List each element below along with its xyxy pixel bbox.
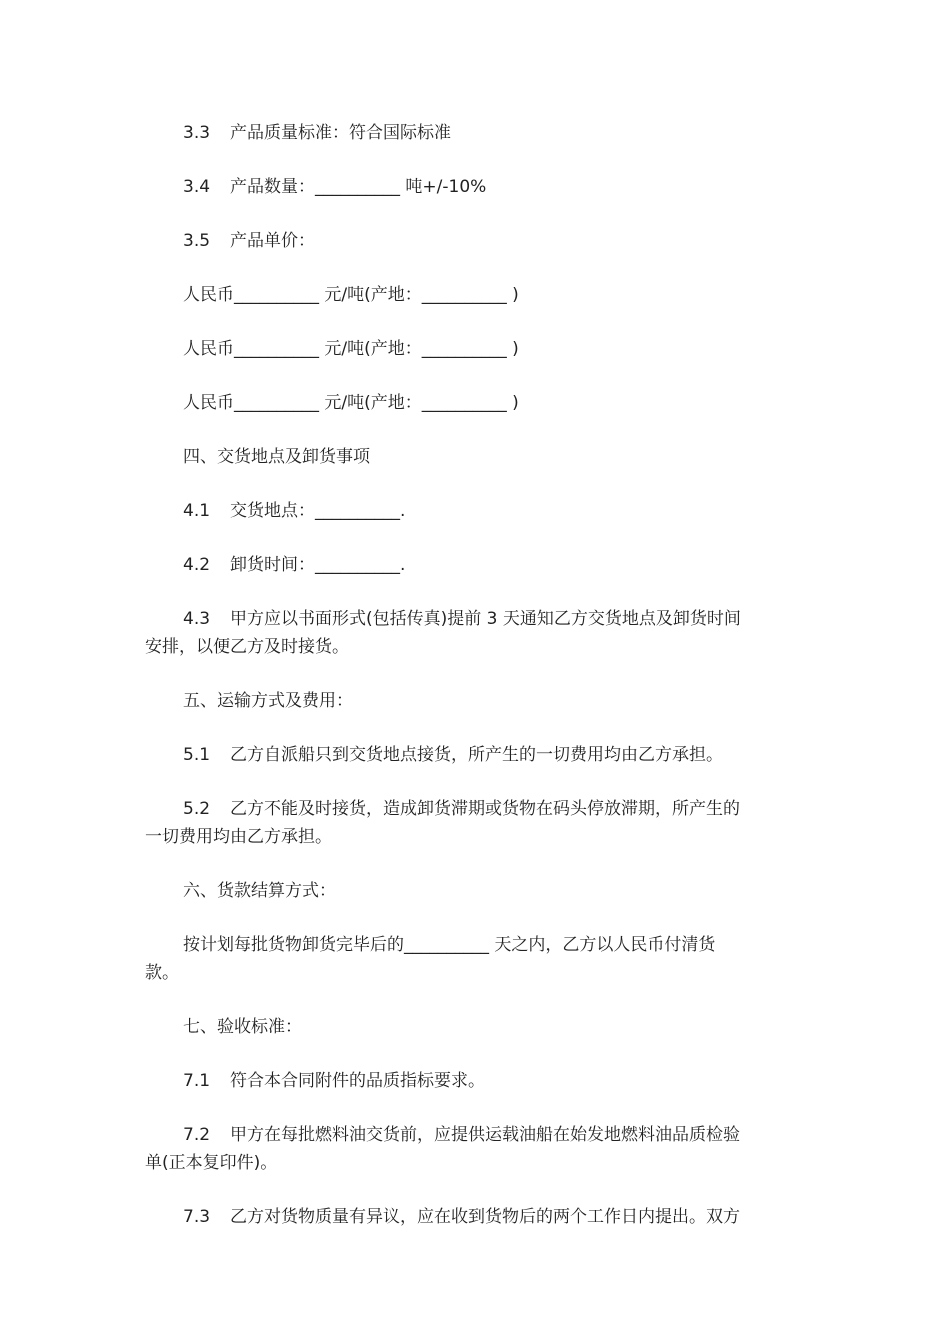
- price-line-1: [183, 281, 810, 309]
- clause-text: 交货地点：__________.: [230, 501, 406, 521]
- paragraph-text: 按计划每批货物卸货完毕后的__________ 天之内，乙方以人民币付清货: [183, 935, 716, 955]
- clause-number: 7.3: [183, 1207, 211, 1227]
- clause-4-3-continued: [145, 633, 810, 661]
- paragraph-text: 款。: [145, 963, 179, 983]
- section-heading-6: [183, 877, 810, 905]
- clause-text: 甲方在每批燃料油交货前，应提供运载油船在始发地燃料油品质检验: [230, 1125, 740, 1145]
- clause-4-3: [183, 605, 810, 633]
- clause-text: 产品数量：__________ 吨+/-10%: [230, 177, 487, 197]
- section-heading-4: [183, 443, 810, 471]
- clause-number: 5.2: [183, 799, 211, 819]
- price-text: 人民币__________ 元/吨(产地：__________ ): [183, 285, 519, 305]
- clause-4-1: [183, 497, 810, 525]
- price-line-2: [183, 335, 810, 363]
- clause-3-4: [183, 173, 810, 201]
- clause-text: 卸货时间：__________.: [230, 555, 406, 575]
- clause-3-5: [183, 227, 810, 255]
- clause-text: 一切费用均由乙方承担。: [145, 827, 332, 847]
- section-heading-7: [183, 1013, 810, 1041]
- clause-number: 4.1: [183, 501, 211, 521]
- clause-text: 甲方应以书面形式(包括传真)提前 3 天通知乙方交货地点及卸货时间: [230, 609, 741, 629]
- section-heading: 六、货款结算方式：: [183, 881, 336, 901]
- clause-number: 4.2: [183, 555, 211, 575]
- clause-7-2-continued: [145, 1149, 810, 1177]
- clause-4-2: [183, 551, 810, 579]
- clause-number: 3.5: [183, 231, 211, 251]
- clause-text: 乙方不能及时接货，造成卸货滞期或货物在码头停放滞期，所产生的: [230, 799, 740, 819]
- clause-7-3: [183, 1203, 810, 1231]
- clause-text: 乙方自派船只到交货地点接货，所产生的一切费用均由乙方承担。: [230, 745, 723, 765]
- price-line-3: [183, 389, 810, 417]
- clause-text: 产品单价：: [230, 231, 315, 251]
- clause-text: 符合本合同附件的品质指标要求。: [230, 1071, 485, 1091]
- clause-number: 7.1: [183, 1071, 211, 1091]
- price-text: 人民币__________ 元/吨(产地：__________ ): [183, 393, 519, 413]
- clause-number: 7.2: [183, 1125, 211, 1145]
- section-heading: 四、交货地点及卸货事项: [183, 447, 370, 467]
- clause-3-3: [183, 119, 810, 147]
- clause-text: 单(正本复印件)。: [145, 1153, 278, 1173]
- clause-7-1: [183, 1067, 810, 1095]
- clause-5-2-continued: [145, 823, 810, 851]
- price-text: 人民币__________ 元/吨(产地：__________ ): [183, 339, 519, 359]
- clause-text: 产品质量标准：符合国际标准: [230, 123, 451, 143]
- clause-7-2: [183, 1121, 810, 1149]
- section-heading-5: [183, 687, 810, 715]
- clause-5-2: [183, 795, 810, 823]
- clause-5-1: [183, 741, 810, 769]
- clause-number: 3.4: [183, 177, 211, 197]
- clause-number: 4.3: [183, 609, 211, 629]
- clause-text: 安排，以便乙方及时接货。: [145, 637, 349, 657]
- payment-paragraph: [183, 931, 810, 959]
- clause-text: 乙方对货物质量有异议，应在收到货物后的两个工作日内提出。双方: [230, 1207, 740, 1227]
- payment-paragraph-continued: [145, 959, 810, 987]
- section-heading: 五、运输方式及费用：: [183, 691, 353, 711]
- clause-number: 5.1: [183, 745, 211, 765]
- clause-number: 3.3: [183, 123, 211, 143]
- section-heading: 七、验收标准：: [183, 1017, 302, 1037]
